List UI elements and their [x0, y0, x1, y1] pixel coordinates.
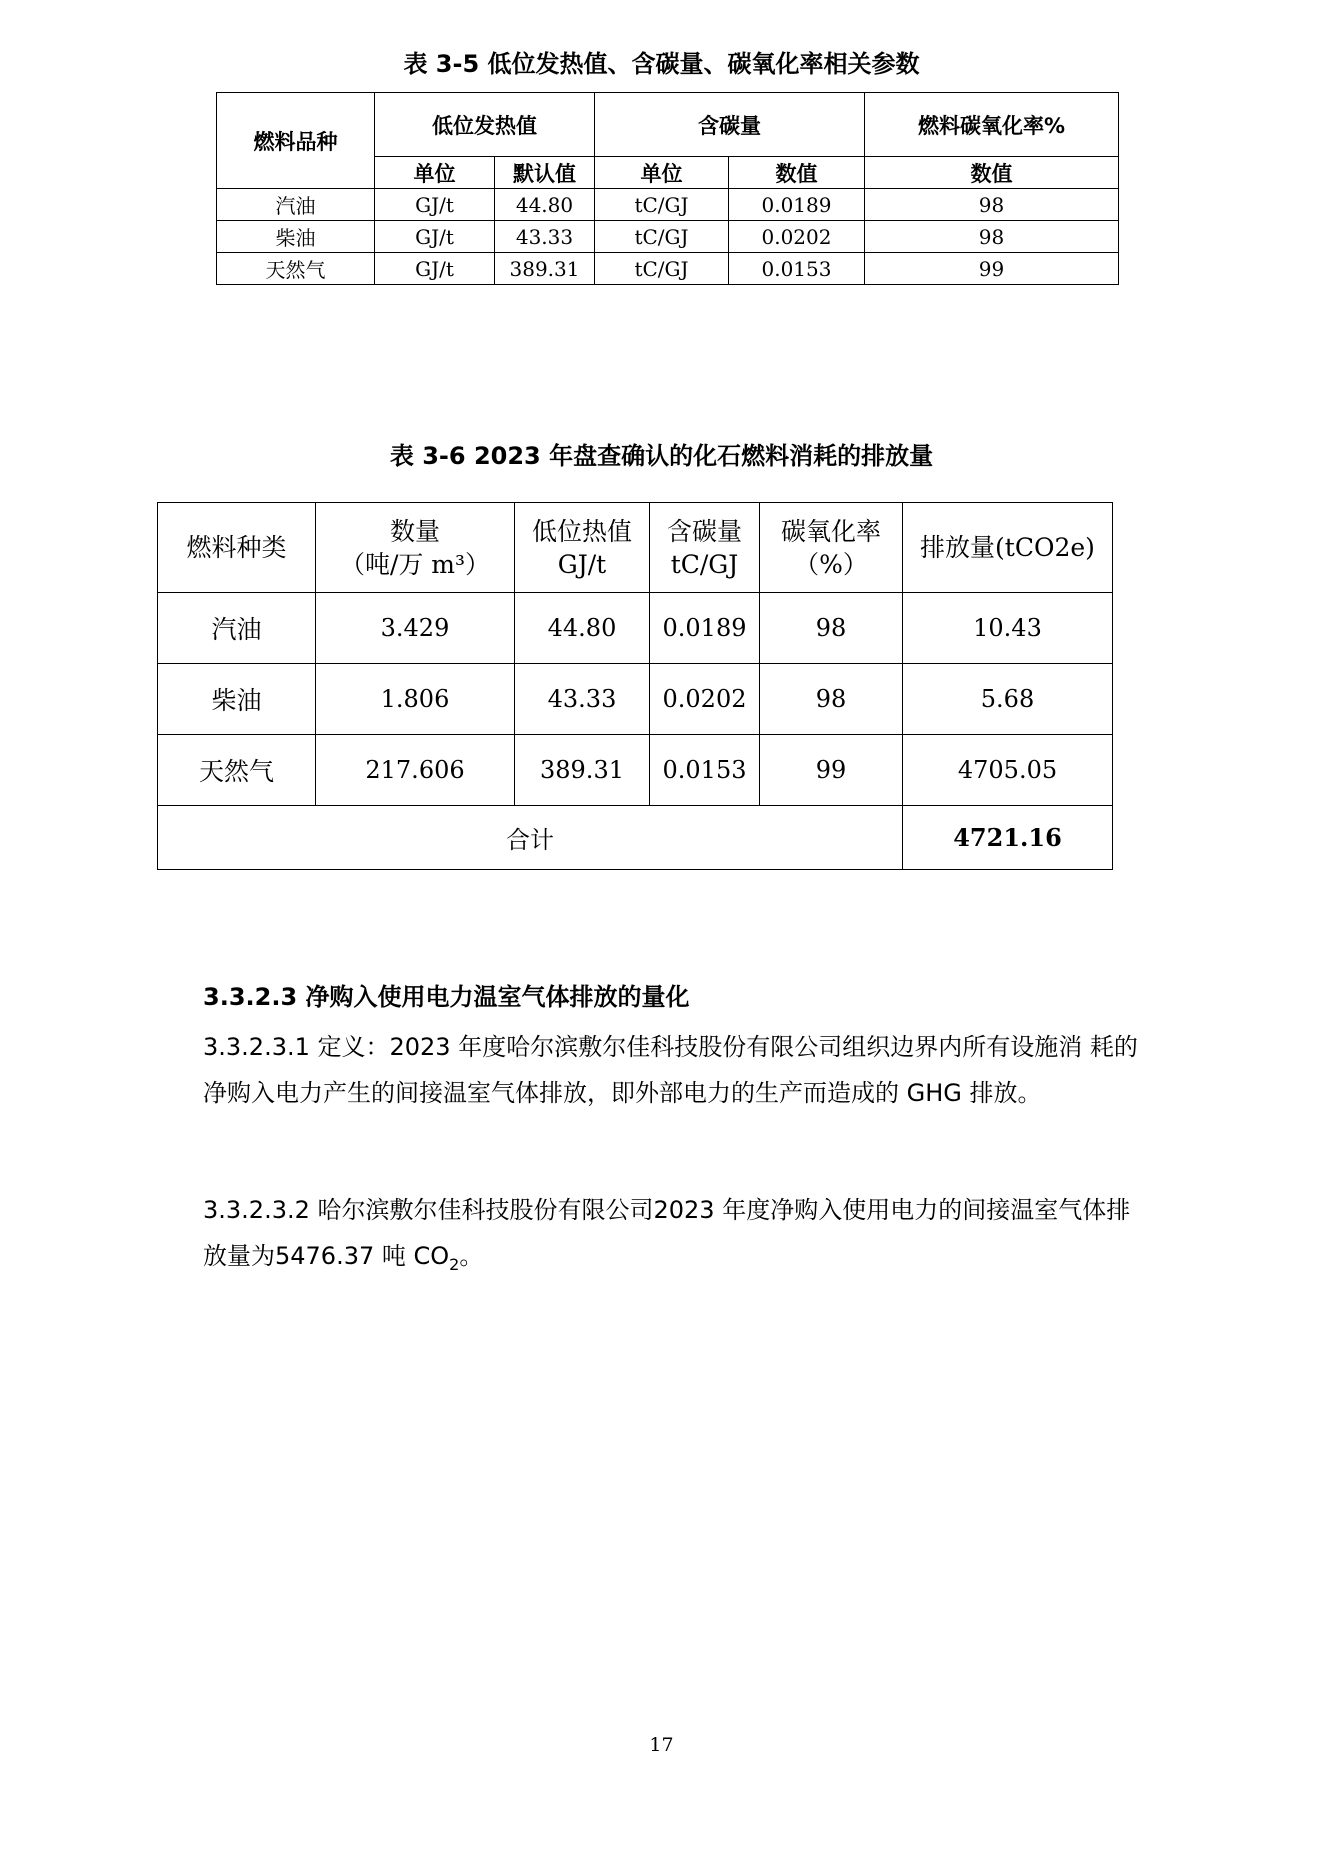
table-row: [158, 735, 1113, 806]
cell-fuel: 汽油: [158, 593, 316, 664]
header-oxidation: [760, 503, 903, 593]
table-row: [217, 253, 1119, 285]
cell-ncv: 43.33: [495, 221, 595, 253]
total-label: 合计: [158, 806, 903, 870]
table-3-5-caption: 表 3-5 低位发热值、含碳量、碳氧化率相关参数: [403, 50, 920, 78]
cell-carbon-unit: tC/GJ: [595, 253, 729, 285]
section-heading: 3.3.2.3 净购入使用电力温室气体排放的量化: [203, 983, 690, 1011]
cell-carbon: 0.0153: [650, 735, 760, 806]
table-total-row: [158, 806, 1113, 870]
cell-quantity: 217.606: [316, 735, 515, 806]
cell-ncv: 44.80: [495, 189, 595, 221]
cell-carbon: 0.0189: [650, 593, 760, 664]
header-carbon: [650, 503, 760, 593]
cell-carbon: 0.0189: [729, 189, 865, 221]
header-fuel: 燃料种类: [158, 503, 316, 593]
cell-fuel: 天然气: [217, 253, 375, 285]
cell-carbon: 0.0153: [729, 253, 865, 285]
paragraph-definition: 3.3.2.3.1 定义：2023 年度哈尔滨敷尔佳科技股份有限公司组织边界内所有设施消 耗的净购入电力产生的间接温室气体排放，即外部电力的生产而造成的 GHG 排放。: [203, 1033, 1138, 1107]
table-header-row: [217, 93, 1119, 157]
cell-oxidation: 98: [760, 664, 903, 735]
header-carbon-line1: 含碳量: [666, 516, 742, 546]
header-carbon-line2: tC/GJ: [670, 549, 739, 579]
table-3-6-caption: 表 3-6 2023 年盘查确认的化石燃料消耗的排放量: [389, 442, 934, 470]
header-fuel: 燃料品种: [217, 93, 375, 189]
table-row: [217, 221, 1119, 253]
cell-emission: 5.68: [903, 664, 1113, 735]
table-3-6: [157, 502, 1113, 870]
table-row: [217, 189, 1119, 221]
header-ncv: [515, 503, 650, 593]
paragraph-text: 3.3.2.3.2 哈尔滨敷尔佳科技股份有限公司2023 年度净购入使用电力的间接温室气体排放量为5476.37 吨 CO: [203, 1196, 1131, 1270]
subheader-value: 数值: [865, 157, 1119, 189]
cell-ncv: 44.80: [515, 593, 650, 664]
cell-emission: 4705.05: [903, 735, 1113, 806]
total-value: 4721.16: [903, 806, 1113, 870]
header-oxidation-line2: （%）: [794, 549, 868, 579]
cell-oxidation: 99: [760, 735, 903, 806]
subheader-value: 数值: [729, 157, 865, 189]
header-quantity: [316, 503, 515, 593]
header-quantity-line2: （吨/万 m³）: [339, 549, 491, 579]
header-ncv: 低位发热值: [375, 93, 595, 157]
header-ncv-line1: 低位热值: [531, 516, 632, 546]
cell-carbon: 0.0202: [729, 221, 865, 253]
table-header-row: [158, 503, 1113, 593]
header-quantity-line1: 数量: [389, 516, 440, 546]
cell-emission: 10.43: [903, 593, 1113, 664]
cell-carbon-unit: tC/GJ: [595, 189, 729, 221]
cell-oxidation: 98: [865, 189, 1119, 221]
subscript-2: 2: [449, 1254, 460, 1274]
cell-ncv-unit: GJ/t: [375, 221, 495, 253]
header-oxidation: 燃料碳氧化率%: [865, 93, 1119, 157]
page-number: 17: [649, 1734, 674, 1756]
cell-quantity: 1.806: [316, 664, 515, 735]
cell-fuel: 天然气: [158, 735, 316, 806]
cell-ncv: 389.31: [515, 735, 650, 806]
paragraph-end: 。: [459, 1242, 484, 1270]
cell-fuel: 柴油: [217, 221, 375, 253]
cell-oxidation: 98: [865, 221, 1119, 253]
header-ncv-line2: GJ/t: [557, 549, 607, 579]
cell-carbon-unit: tC/GJ: [595, 221, 729, 253]
subheader-unit: 单位: [375, 157, 495, 189]
table-row: [158, 593, 1113, 664]
cell-ncv: 389.31: [495, 253, 595, 285]
cell-fuel: 汽油: [217, 189, 375, 221]
cell-ncv: 43.33: [515, 664, 650, 735]
table-3-5: [216, 92, 1119, 285]
cell-ncv-unit: GJ/t: [375, 189, 495, 221]
cell-ncv-unit: GJ/t: [375, 253, 495, 285]
cell-fuel: 柴油: [158, 664, 316, 735]
paragraph-emission-result: [203, 1187, 1143, 1288]
subheader-default: 默认值: [495, 157, 595, 189]
subheader-unit: 单位: [595, 157, 729, 189]
table-row: [158, 664, 1113, 735]
header-emission: 排放量(tCO2e): [903, 503, 1113, 593]
cell-carbon: 0.0202: [650, 664, 760, 735]
cell-quantity: 3.429: [316, 593, 515, 664]
cell-oxidation: 98: [760, 593, 903, 664]
header-oxidation-line1: 碳氧化率: [780, 516, 881, 546]
header-carbon: 含碳量: [595, 93, 865, 157]
cell-oxidation: 99: [865, 253, 1119, 285]
